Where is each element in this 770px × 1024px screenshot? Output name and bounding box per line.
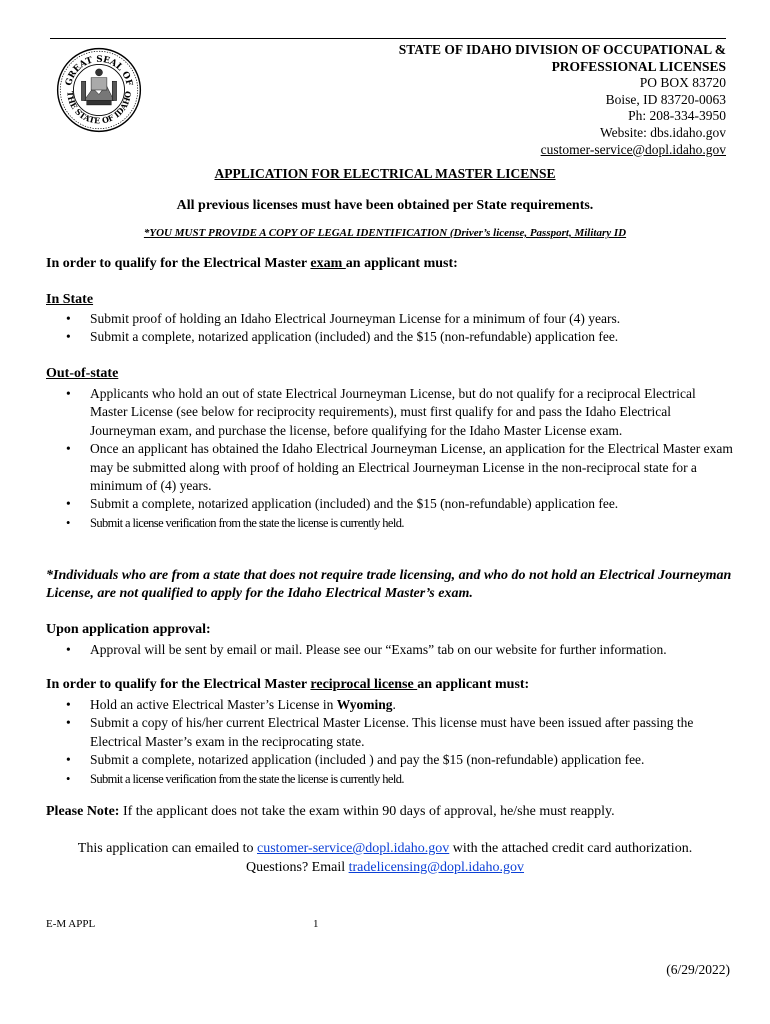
- exam-heading-underlined: exam: [310, 256, 346, 271]
- form-code: E-M APPL: [46, 918, 96, 930]
- note-label: Please Note:: [46, 804, 120, 819]
- exam-heading: [46, 256, 458, 272]
- eligibility-warning: *Individuals who are from a state that does not require trade licensing, and who do not hold an Electrical Journeyman License, are not qualified to apply for the Idaho Electrical Master’s exam.: [46, 568, 732, 602]
- contact-info: [0, 840, 770, 877]
- agency-name-line1: STATE OF IDAHO DIVISION OF OCCUPATIONAL &: [398, 42, 726, 57]
- agency-city: Boise, ID 83720-0063: [605, 91, 726, 107]
- reciprocal-heading: [46, 677, 529, 693]
- tradelicensing-email-link[interactable]: tradelicensing@dopl.idaho.gov: [348, 859, 525, 875]
- list-item: • Submit a copy of his/her current Electrical Master License. This license must have been issued after passing the Electrical Master’s exam in the reciprocating state.: [46, 714, 736, 751]
- customer-service-email-link[interactable]: customer-service@dopl.idaho.gov: [257, 841, 450, 856]
- page-number: 1: [313, 918, 319, 930]
- note-text: If the applicant does not take the exam within 90 days of approval, he/she must reapply.: [119, 804, 615, 819]
- list-item: • Submit a complete, notarized application (included ) and pay the $15 (non-refundable) application fee.: [46, 751, 736, 769]
- contact-line1-suffix: with the attached credit card authorization.: [449, 841, 693, 856]
- exam-heading-prefix: In order to qualify for the Electrical Master: [46, 256, 311, 271]
- list-item: [46, 696, 736, 714]
- id-requirement-note: *YOU MUST PROVIDE A COPY OF LEGAL IDENTIFICATION (Driver’s license, Passport, Military ID: [143, 227, 627, 239]
- reciprocal-item1-prefix: Hold an active Electrical Master’s License in: [90, 697, 337, 712]
- contact-line2-prefix: Questions? Email: [245, 859, 349, 875]
- reciprocal-heading-prefix: In order to qualify for the Electrical Master: [46, 677, 311, 692]
- list-item: • Submit a license verification from the state the license is currently held.: [46, 514, 736, 532]
- agency-name-line2: PROFESSIONAL LICENSES: [551, 58, 726, 74]
- reciprocal-list: [46, 696, 736, 788]
- idaho-state-seal-icon: [55, 46, 143, 134]
- seal-top-text: GREAT SEAL OF: [64, 54, 134, 87]
- list-item: • Submit a complete, notarized application (included) and the $15 (non-refundable) application fee.: [46, 495, 736, 513]
- list-item: • Approval will be sent by email or mail. Please see our “Exams” tab on our website for further information.: [46, 641, 736, 659]
- reciprocal-state-name: Wyoming: [336, 697, 393, 712]
- out-of-state-heading: Out-of-state: [46, 366, 119, 381]
- revision-date: (6/29/2022): [666, 962, 730, 977]
- list-item: • Applicants who hold an out of state Electrical Journeyman License, but do not qualify for a reciprocal Electrical Master License (see below for reciprocity requirements), must first qualify for and pass the Idaho Electrical Journeyman exam, and purchase the license, before qualifying for the Idaho Master License exam.: [46, 385, 736, 440]
- contact-line1-prefix: This application can emailed to: [77, 841, 258, 856]
- agency-website: Website: dbs.idaho.gov: [599, 124, 726, 140]
- approval-list: [46, 641, 736, 659]
- reciprocal-heading-suffix: an applicant must:: [417, 677, 530, 692]
- agency-email-link[interactable]: customer-service@dopl.idaho.gov: [540, 141, 726, 157]
- out-of-state-list: [46, 385, 736, 532]
- exam-heading-suffix: an applicant must:: [345, 256, 458, 271]
- top-rule: [50, 38, 726, 39]
- agency-phone: Ph: 208-334-3950: [628, 108, 726, 124]
- list-item: • Submit a complete, notarized application (included) and the $15 (non-refundable) application fee.: [46, 328, 736, 346]
- approval-heading: Upon application approval:: [46, 622, 211, 637]
- in-state-heading: In State: [46, 292, 94, 307]
- list-item: • Once an applicant has obtained the Idaho Electrical Journeyman License, an application for the Electrical Master exam may be submitted along with proof of holding an Electrical Journeyman License in the non-reciprocal state for a minimum of (4) years.: [46, 440, 736, 495]
- page-title: APPLICATION FOR ELECTRICAL MASTER LICENSE: [214, 166, 556, 181]
- in-state-list: [46, 310, 736, 347]
- list-item: • Submit proof of holding an Idaho Electrical Journeyman License for a minimum of four (4) years.: [46, 310, 736, 328]
- reciprocal-heading-underlined: reciprocal license: [310, 677, 418, 692]
- reapply-note: [46, 804, 736, 820]
- seal-bottom-text: THE STATE OF IDAHO: [65, 90, 133, 126]
- po-box: PO BOX 83720: [639, 75, 726, 91]
- page-subtitle: All previous licenses must have been obtained per State requirements.: [176, 198, 594, 213]
- list-item: • Submit a license verification from the state the license is currently held.: [46, 770, 736, 788]
- reciprocal-item1-suffix: .: [392, 697, 396, 712]
- agency-header: [306, 42, 726, 158]
